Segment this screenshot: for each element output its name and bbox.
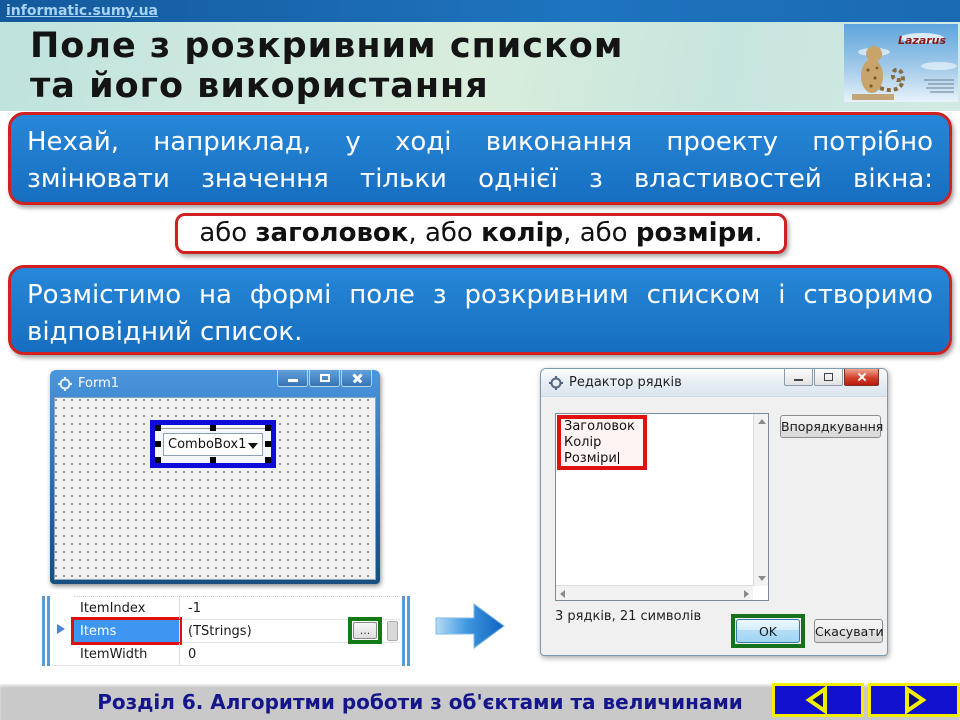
callout-box-3 (8, 265, 952, 355)
torn-edge-right (400, 596, 412, 666)
minimize-icon (288, 379, 298, 382)
inspector-table (74, 596, 400, 666)
property-value-items[interactable] (179, 620, 400, 642)
property-value[interactable]: -1 (179, 597, 400, 619)
maximize-icon (824, 373, 833, 381)
green-highlight-box (731, 614, 805, 648)
current-row-arrow-icon (57, 624, 65, 634)
string-line: Розміри (564, 451, 635, 467)
inspector-gutter (52, 596, 74, 666)
selection-handle[interactable] (265, 441, 271, 447)
previous-arrow-icon (803, 686, 833, 714)
form1-window-buttons (277, 370, 372, 387)
property-row-itemwidth[interactable] (74, 643, 400, 666)
horizontal-scrollbar[interactable] (556, 585, 753, 600)
lazarus-splash-image (844, 24, 958, 102)
combobox-label: ComboBox1 (168, 437, 247, 452)
callout1-line1: Нехай, наприклад, у ході виконання проекту потрібно (27, 127, 933, 157)
minimize-button[interactable] (277, 370, 308, 387)
form1-title: Form1 (78, 376, 120, 391)
callout-box-2: або заголовок, або колір, або розміри. (175, 213, 787, 254)
selection-handle[interactable] (210, 425, 216, 431)
selection-handle[interactable] (155, 457, 161, 463)
vertical-scrollbar[interactable] (753, 414, 768, 586)
string-line: Заголовок (564, 419, 635, 434)
torn-edge-left (40, 596, 52, 666)
callout1-line2: змінювати значення тільки однієї з властивостей вікна: (27, 164, 933, 194)
callout3-line1: Розмістимо на формі поле з розкривним списком і створимо (27, 280, 933, 310)
previous-slide-button[interactable] (772, 683, 864, 717)
object-inspector-strip (40, 596, 412, 666)
sort-button[interactable]: Впорядкування (780, 415, 881, 438)
minimize-button[interactable] (784, 369, 813, 386)
selection-handle[interactable] (265, 425, 271, 431)
form-designer-grid (54, 397, 376, 580)
form1-window (50, 370, 380, 584)
site-link[interactable]: informatic.sumy.ua (6, 3, 158, 19)
title-line-2: та його використання (30, 66, 489, 106)
cancel-button[interactable]: Скасувати (814, 619, 883, 643)
box2-text: або (199, 218, 256, 248)
string-editor-dialog (540, 368, 888, 656)
scroll-right-icon[interactable] (744, 590, 749, 598)
lazarus-app-icon (549, 376, 563, 390)
green-highlight-box (348, 617, 382, 644)
maximize-icon (320, 374, 330, 382)
callout3-line2: відповідний список. (27, 317, 303, 347)
items-ellipsis-button[interactable]: ... (353, 622, 377, 639)
lazarus-app-icon (58, 377, 72, 391)
next-arrow-icon (899, 686, 929, 714)
strings-textarea[interactable] (555, 413, 769, 601)
combobox-control[interactable] (163, 433, 263, 456)
title-line-1: Поле з розкривним списком (30, 26, 624, 66)
form1-titlebar (54, 370, 376, 397)
items-value-text: (TStrings) (188, 623, 252, 639)
footer-title: Розділ 6. Алгоритми роботи з об'єктами та величинами (97, 690, 743, 714)
selection-handle[interactable] (265, 457, 271, 463)
property-row-items[interactable] (74, 620, 400, 643)
dropdown-arrow-icon (248, 443, 258, 449)
scroll-left-icon[interactable] (560, 590, 565, 598)
selection-handle[interactable] (155, 441, 161, 447)
box2-bold-rozmiry: розміри (635, 218, 755, 248)
title-band (0, 22, 960, 111)
status-text: 3 рядків, 21 символів (555, 609, 702, 624)
dialog-title: Редактор рядків (569, 375, 682, 390)
scroll-up-icon[interactable] (758, 419, 766, 424)
property-value[interactable]: 0 (179, 643, 400, 665)
top-bar (0, 0, 960, 22)
combobox-selection-frame (150, 420, 276, 468)
box2-bold-zagolovok: заголовок (255, 218, 409, 248)
next-slide-button[interactable] (868, 683, 960, 717)
close-button[interactable] (341, 370, 372, 387)
flow-arrow-icon (430, 596, 512, 656)
selection-handle[interactable] (155, 425, 161, 431)
property-name-items[interactable]: Items (74, 620, 179, 642)
scroll-down-icon[interactable] (758, 576, 766, 581)
maximize-button[interactable] (309, 370, 340, 387)
property-name: ItemWidth (80, 646, 148, 662)
maximize-button[interactable] (814, 369, 843, 386)
string-lines (564, 419, 635, 467)
text-caret (618, 452, 620, 464)
lazarus-logo-text: Lazarus (898, 34, 947, 47)
ok-button[interactable]: OK (736, 619, 800, 643)
callout-box-1 (8, 112, 952, 205)
page-title (30, 26, 623, 106)
minimize-icon (794, 379, 803, 381)
string-line: Колір (564, 435, 602, 450)
box2-bold-kolir: колір (481, 218, 564, 248)
dialog-window-buttons (784, 369, 879, 386)
dialog-titlebar (541, 369, 887, 397)
property-name: ItemIndex (80, 600, 146, 616)
selection-handle[interactable] (210, 457, 216, 463)
close-button[interactable] (844, 369, 879, 386)
inspector-scrollbar-stub[interactable] (387, 621, 398, 641)
